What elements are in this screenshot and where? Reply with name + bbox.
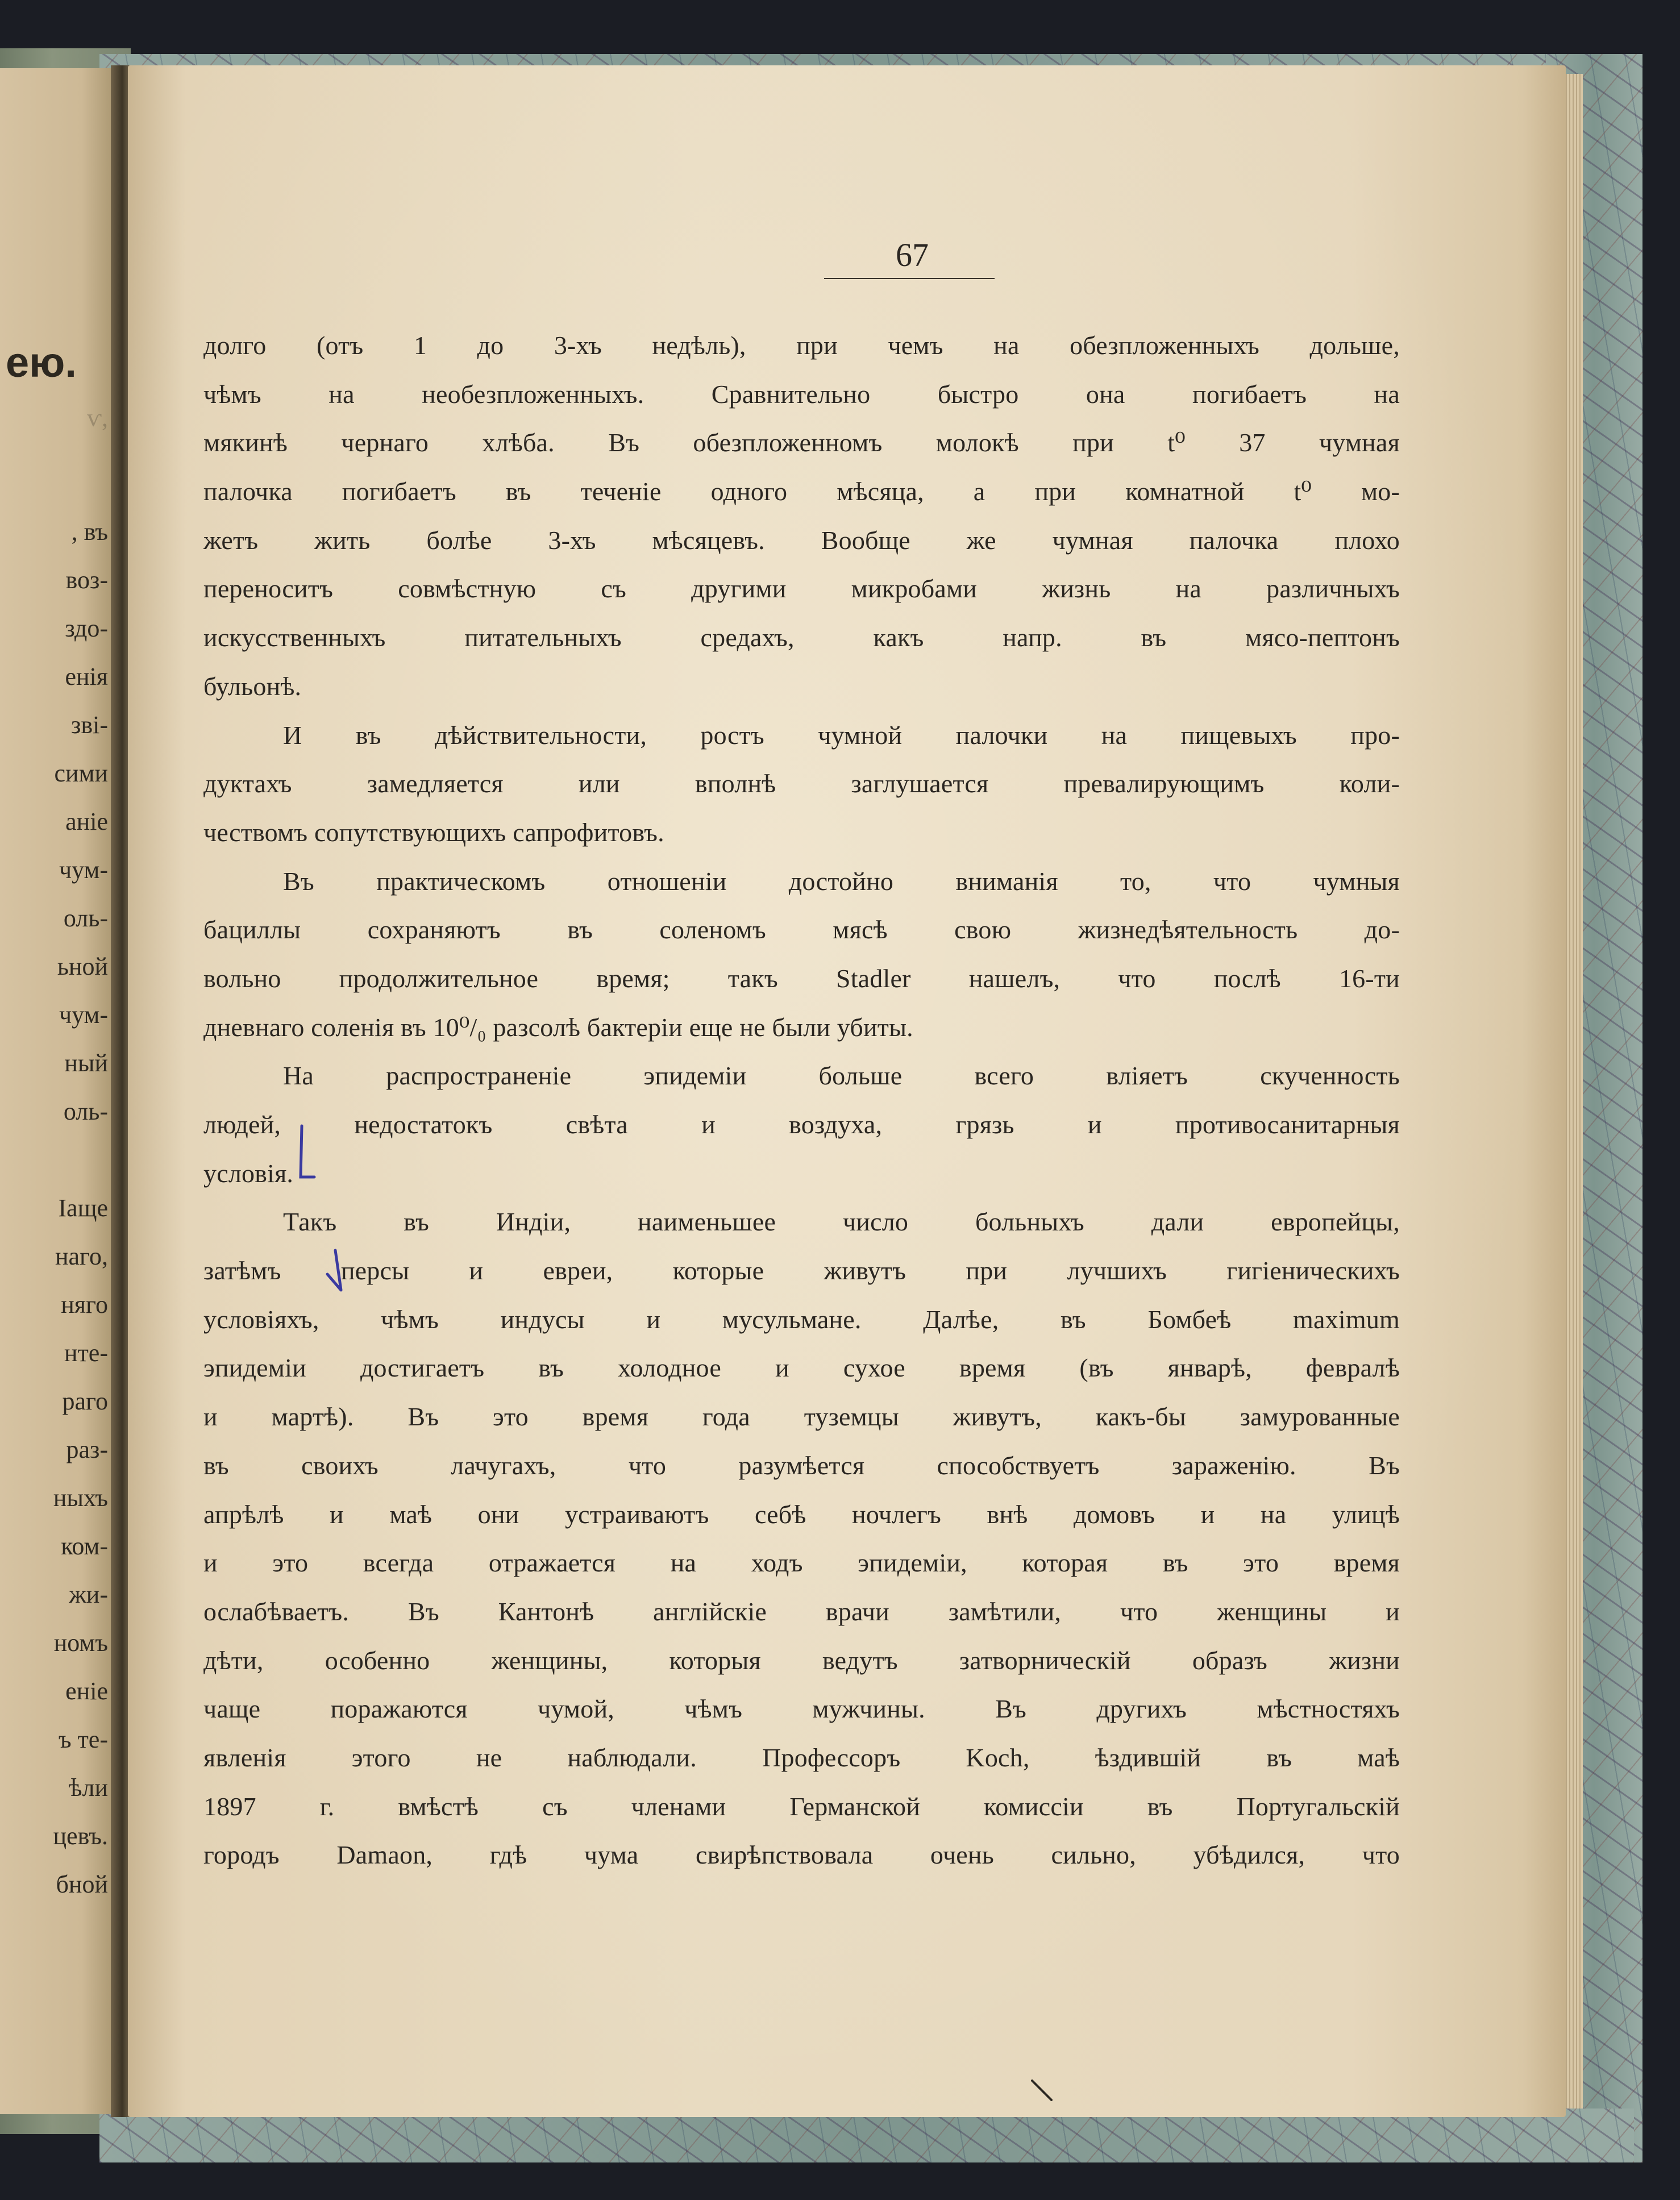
text-line: затѣмъ персы и евреи, которые живутъ при лучшихъ гигіеническихъ [203, 1256, 1400, 1286]
pen-check-mark [324, 1245, 364, 1296]
text-line: чествомъ сопутствующихъ сапрофитовъ. [203, 817, 664, 847]
left-page-fragment: номъ [53, 1629, 108, 1657]
left-page-fragment: зві- [70, 711, 108, 739]
left-page-fragment: , въ [71, 518, 108, 546]
left-page-fragment: няго [61, 1291, 108, 1319]
left-page-fragment: ъ те- [58, 1725, 108, 1753]
text-line: На распространеніе эпидеміи больше всего вліяетъ скученность [283, 1061, 1400, 1091]
text-line: чаще поражаются чумой, чѣмъ мужчины. Въ другихъ мѣстностяхъ [203, 1694, 1400, 1724]
left-page-fragment: нте- [64, 1339, 108, 1367]
text-line: бациллы сохраняютъ въ соленомъ мясѣ свою жизнедѣятельность до- [203, 915, 1400, 945]
left-page-fragment: ею. [6, 339, 77, 386]
text-line: мякинѣ чернаго хлѣба. Въ обезпложенномъ молокѣ при t⁰ 37 чумная [203, 428, 1400, 458]
text-line: апрѣлѣ и маѣ они устраиваютъ себѣ ночлегъ внѣ домовъ и на улицѣ [203, 1499, 1400, 1529]
text-line: эпидеміи достигаетъ въ холодное и сухое время (въ январѣ, февралѣ [203, 1353, 1400, 1383]
left-page-fragment: ѣли [68, 1774, 108, 1802]
text-line: И въ дѣйствительности, ростъ чумной палочки на пищевыхъ про- [283, 720, 1400, 750]
page-number-rule [824, 278, 995, 279]
text-line: и мартѣ). Въ это время года туземцы живутъ, какъ-бы замурованные [203, 1402, 1400, 1432]
left-page [0, 68, 117, 2114]
text-line: чѣмъ на необезпложенныхъ. Сравнительно быстро она погибаетъ на [203, 379, 1400, 409]
page-number: 67 [896, 236, 929, 273]
text-line: палочка погибаетъ въ теченіе одного мѣсяца, а при комнатной t⁰ мо- [203, 477, 1400, 506]
text-line: дневнаго соленія въ 10⁰/₀ разсолѣ бактеріи еще не были убиты. [203, 1012, 913, 1042]
left-page-fragment: ком- [61, 1532, 108, 1560]
body-text [203, 321, 1400, 1879]
left-page-fragment: чум- [59, 856, 108, 884]
left-page-fragment: оль- [63, 904, 108, 932]
left-page-fragment: чум- [59, 1001, 108, 1029]
text-line: дуктахъ замедляется или вполнѣ заглушается превалирующимъ коли- [203, 769, 1400, 799]
left-page-fragment: ьной [57, 953, 108, 980]
left-page-fragment: аніе [65, 808, 108, 835]
left-page-fragment: енія [65, 663, 108, 691]
text-line: дѣти, особенно женщины, которыя ведутъ затворническій образъ жизни [203, 1645, 1400, 1675]
text-line: переноситъ совмѣстную съ другими микробами жизнь на различныхъ [203, 574, 1400, 604]
pen-bracket-mark [294, 1122, 317, 1185]
text-line: жетъ жить болѣе 3-хъ мѣсяцевъ. Вообще же чумная палочка плохо [203, 525, 1400, 555]
left-page-fragment: раго [62, 1387, 108, 1415]
text-line: ослабѣваетъ. Въ Кантонѣ англійскіе врачи замѣтили, что женщины и [203, 1596, 1400, 1626]
text-line: Такъ въ Индіи, наименьшее число больныхъ дали европейцы, [283, 1207, 1400, 1237]
left-page-fragment: оль- [63, 1097, 108, 1125]
left-page-fragment: раз- [66, 1436, 108, 1463]
text-line: и это всегда отражается на ходъ эпидеміи, которая въ это время [203, 1548, 1400, 1578]
left-page-fragment: ныхъ [53, 1484, 108, 1512]
left-page-fragment: жи- [69, 1581, 108, 1608]
text-line: людей, недостатокъ свѣта и воздуха, грязь и противосанитарныя [203, 1110, 1400, 1139]
text-line: въ своихъ лачугахъ, что разумѣется способствуетъ зараженію. Въ [203, 1450, 1400, 1480]
text-line: вольно продолжительное время; такъ Stadler нашелъ, что послѣ 16-ти [203, 963, 1400, 993]
left-page-fragment: воз- [65, 566, 108, 594]
left-page-fragment: цевъ. [53, 1822, 108, 1850]
pen-stroke-mark [1029, 2077, 1057, 2106]
left-page-fragment: сими [54, 759, 108, 787]
text-line: городъ Damaon, гдѣ чума свирѣпствовала очень сильно, убѣдился, что [203, 1840, 1400, 1870]
left-page-fragment: наго, [55, 1242, 108, 1270]
text-line: Въ практическомъ отношеніи достойно вниманія то, что чумныя [283, 866, 1400, 896]
left-page-fragment: здо- [65, 614, 108, 642]
text-line: явленія этого не наблюдали. Профессоръ Koch, ѣздившій въ маѣ [203, 1742, 1400, 1772]
text-line: условія. [203, 1158, 294, 1188]
left-page-fragment: ный [64, 1049, 108, 1077]
left-page-fragment: бной [56, 1870, 108, 1898]
left-page-fragment: еніе [65, 1677, 108, 1705]
text-line: условіяхъ, чѣмъ индусы и мусульмане. Далѣе, въ Бомбеѣ maximum [203, 1304, 1400, 1334]
left-page-fragment: ѵ, [87, 404, 108, 432]
right-page [128, 65, 1566, 2117]
text-line: долго (отъ 1 до 3-хъ недѣль), при чемъ на обезпложенныхъ дольше, [203, 331, 1400, 360]
left-page-fragment: Іаще [58, 1194, 108, 1222]
text-line: искусственныхъ питательныхъ средахъ, какъ напр. въ мясо-пептонъ [203, 623, 1400, 652]
text-line: бульонѣ. [203, 671, 302, 701]
text-line: 1897 г. вмѣстѣ съ членами Германской комиссіи въ Португальскій [203, 1791, 1400, 1821]
